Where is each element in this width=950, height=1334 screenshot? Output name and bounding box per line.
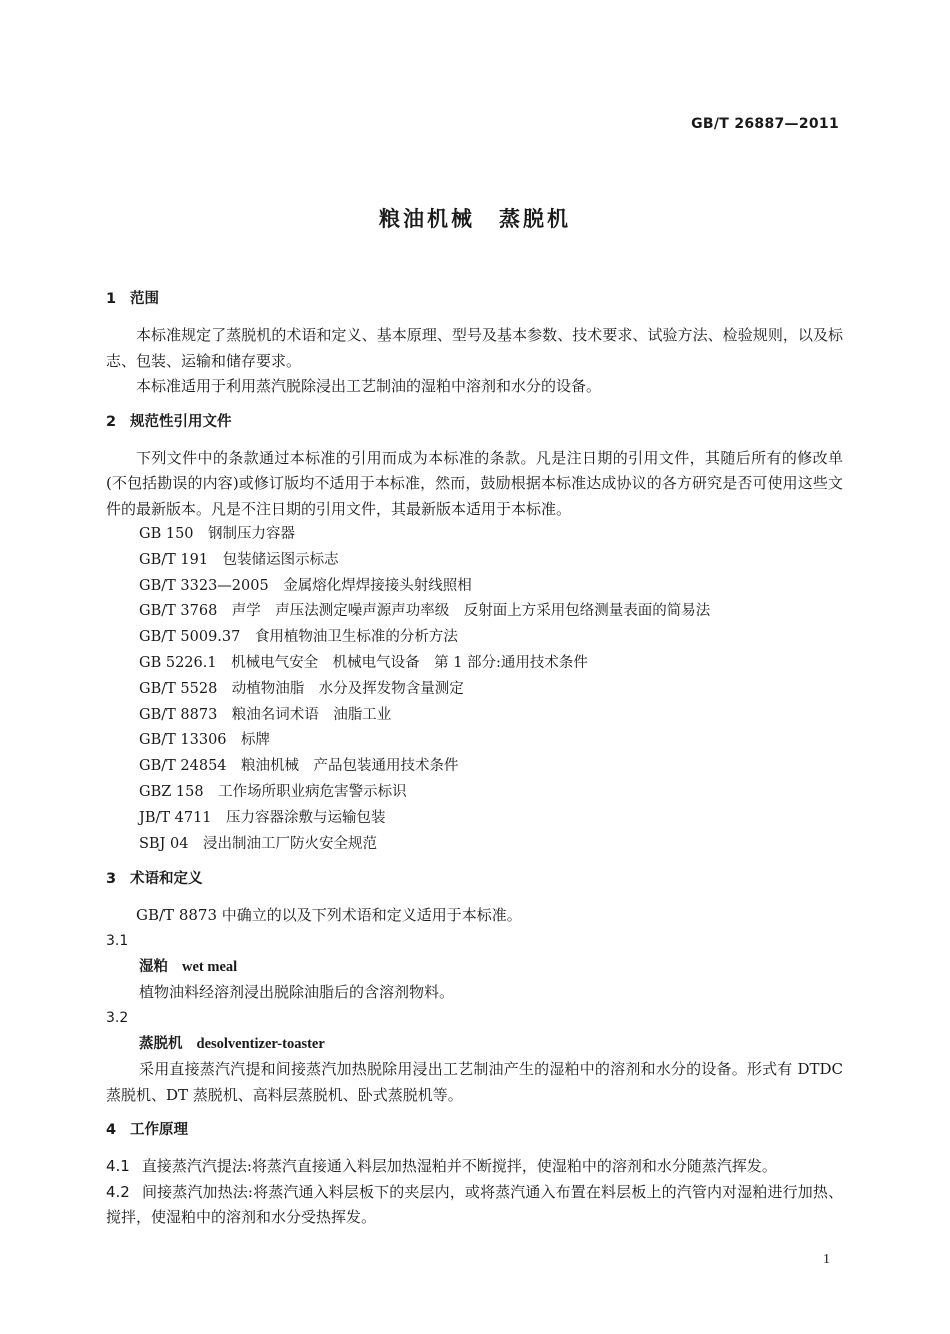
section-title: 范围 bbox=[130, 291, 159, 307]
section-heading-terms bbox=[106, 869, 843, 889]
principle-item bbox=[106, 1154, 843, 1180]
reference-item: GB/T 3323—2005 金属熔化焊焊接接头射线照相 bbox=[139, 577, 472, 594]
section-number: 1 bbox=[106, 291, 117, 307]
document-title: 粮油机械 蒸脱机 bbox=[379, 207, 571, 231]
reference-item: GB/T 8873 粮油名词术语 油脂工业 bbox=[139, 706, 392, 723]
term-definition: 采用直接蒸汽汽提和间接蒸汽加热脱除用浸出工艺制油产生的湿粕中的溶剂和水分的设备。形式有 DTDC 蒸脱机、DT 蒸脱机、高料层蒸脱机、卧式蒸脱机等。 bbox=[106, 1060, 843, 1104]
term-heading bbox=[106, 954, 843, 981]
term-english: wet meal bbox=[182, 958, 238, 975]
term-number: 3.2 bbox=[106, 1009, 129, 1026]
term-chinese: 蒸脱机 bbox=[139, 1034, 183, 1052]
standard-number: GB/T 26887—2011 bbox=[691, 116, 839, 132]
reference-item: GB 150 钢制压力容器 bbox=[139, 526, 296, 542]
term-definition: 植物油料经溶剂浸出脱除油脂后的含溶剂物料。 bbox=[139, 983, 455, 1002]
reference-item: GB/T 5528 动植物油脂 水分及挥发物含量测定 bbox=[139, 680, 464, 697]
term-chinese: 湿粕 bbox=[139, 957, 168, 975]
reference-item: GB/T 3768 声学 声压法测定噪声源声功率级 反射面上方采用包络测量表面的简易法 bbox=[139, 603, 711, 620]
reference-item: JB/T 4711 压力容器涂敷与运输包装 bbox=[139, 809, 386, 826]
document-body bbox=[106, 289, 843, 1231]
section-title: 工作原理 bbox=[130, 1122, 188, 1139]
item-text: 直接蒸汽汽提法:将蒸汽直接通入料层加热湿粕并不断搅拌，使湿粕中的溶剂和水分随蒸汽挥发。 bbox=[141, 1157, 777, 1176]
reference-item: GBZ 158 工作场所职业病危害警示标识 bbox=[139, 783, 407, 800]
principle-item bbox=[106, 1180, 843, 1231]
section-number: 3 bbox=[106, 871, 117, 888]
scope-paragraph: 本标准规定了蒸脱机的术语和定义、基本原理、型号及基本参数、技术要求、试验方法、检验规则，以及标志、包装、运输和储存要求。 bbox=[106, 326, 843, 370]
term-heading bbox=[106, 1031, 843, 1058]
section-title: 术语和定义 bbox=[130, 871, 203, 888]
section-number: 4 bbox=[106, 1122, 117, 1139]
section-heading-references bbox=[106, 412, 843, 432]
term-english: desolventizer-toaster bbox=[196, 1035, 325, 1052]
scope-paragraph: 本标准适用于利用蒸汽脱除浸出工艺制油的湿粕中溶剂和水分的设备。 bbox=[136, 377, 602, 395]
term-number: 3.1 bbox=[106, 932, 129, 949]
section-heading-scope bbox=[106, 289, 843, 309]
item-number: 4.1 bbox=[106, 1157, 130, 1176]
reference-item: GB/T 13306 标牌 bbox=[139, 732, 271, 749]
section-title: 规范性引用文件 bbox=[130, 413, 232, 430]
reference-item: SBJ 04 浸出制油工厂防火安全规范 bbox=[139, 835, 377, 852]
section-heading-principle bbox=[106, 1120, 843, 1140]
item-text: 间接蒸汽加热法:将蒸汽通入料层板下的夹层内，或将蒸汽通入布置在料层板上的汽管内对湿粕进行加热、搅拌，使湿粕中的溶剂和水分受热挥发。 bbox=[106, 1182, 843, 1227]
terms-intro: GB/T 8873 中确立的以及下列术语和定义适用于本标准。 bbox=[136, 906, 522, 925]
reference-item: GB/T 24854 粮油机械 产品包装通用技术条件 bbox=[139, 758, 459, 775]
reference-item: GB/T 5009.37 食用植物油卫生标准的分析方法 bbox=[139, 629, 458, 646]
references-intro: 下列文件中的条款通过本标准的引用而成为本标准的条款。凡是注日期的引用文件，其随后所有的修改单(不包括勘误的内容)或修订版均不适用于本标准，然而，鼓励根据本标准达成协议的各方研究是否可使用这些文件的最新版本。凡是不注日期的引用文件，其最新版本适用于本标准。 bbox=[106, 448, 843, 518]
page-number: 1 bbox=[823, 1252, 830, 1267]
item-number: 4.2 bbox=[106, 1182, 130, 1201]
reference-item: GB/T 191 包装储运图示标志 bbox=[139, 551, 339, 568]
section-number: 2 bbox=[106, 413, 117, 430]
reference-item: GB 5226.1 机械电气安全 机械电气设备 第 1 部分:通用技术条件 bbox=[139, 654, 588, 671]
